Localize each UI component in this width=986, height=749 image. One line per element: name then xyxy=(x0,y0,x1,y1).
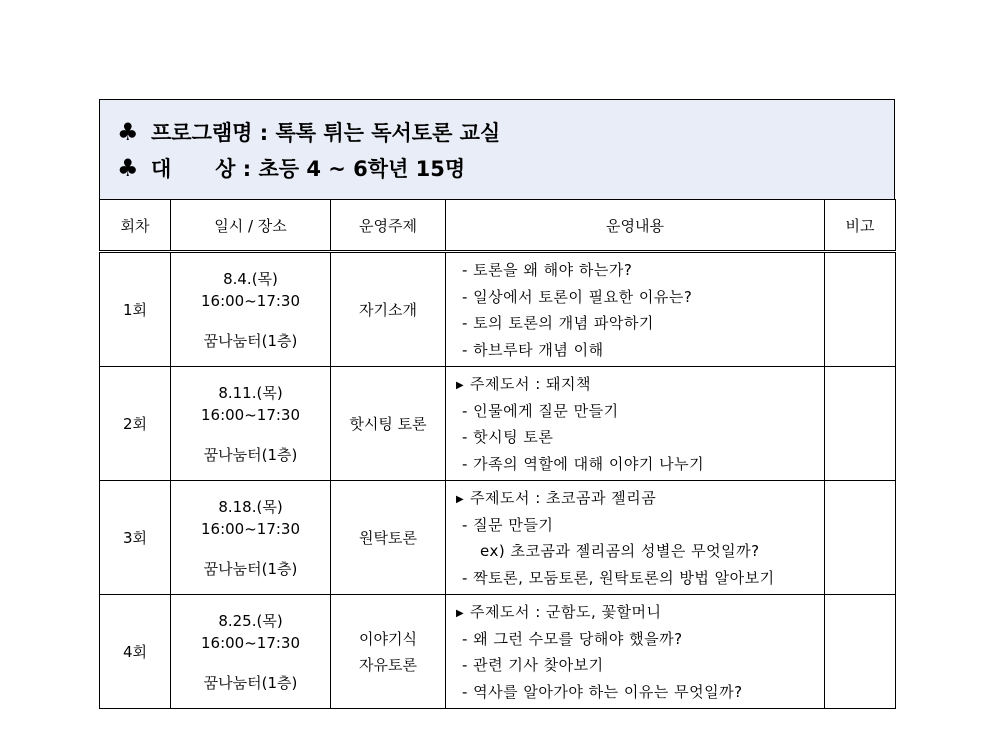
table-body xyxy=(100,252,896,709)
content-text: - 짝토론, 모둠토론, 원탁토론의 방법 알아보기 xyxy=(462,568,775,587)
content-text: - 하브루타 개념 이해 xyxy=(462,340,604,359)
note-cell xyxy=(825,367,896,481)
schedule-table xyxy=(99,199,896,709)
session-time: 16:00~17:30 xyxy=(200,405,301,424)
triangle-bullet-icon: ▶ xyxy=(456,494,465,505)
content-text: - 가족의 역할에 대해 이야기 나누기 xyxy=(462,454,705,473)
content-text: - 핫시팅 토론 xyxy=(462,428,554,446)
content-line xyxy=(456,398,824,425)
content-line xyxy=(456,451,824,478)
content-line xyxy=(456,424,824,451)
content-text: - 질문 만들기 xyxy=(462,515,554,534)
book-line xyxy=(456,485,824,512)
content-cell xyxy=(446,595,825,709)
club-icon: ♣ xyxy=(117,118,139,146)
table-header-row xyxy=(100,200,896,252)
round-cell: 3회 xyxy=(100,481,171,595)
content-text: 주제도서 : 군함도, 꽃할머니 xyxy=(470,603,662,621)
session-date: 8.11.(목) xyxy=(218,383,283,402)
datetime-cell xyxy=(171,481,331,595)
datetime-cell xyxy=(171,595,331,709)
content-text: - 인물에게 질문 만들기 xyxy=(462,401,619,420)
content-text: - 관련 기사 찾아보기 xyxy=(462,656,604,674)
session-time: 16:00~17:30 xyxy=(200,519,301,538)
topic-cell xyxy=(331,252,446,367)
topic-line: 자기소개 xyxy=(359,300,417,319)
round-cell: 2회 xyxy=(100,367,171,481)
program-header xyxy=(99,99,895,199)
club-icon: ♣ xyxy=(117,154,139,182)
session-place: 꿈나눔터(1층) xyxy=(203,445,298,464)
topic-line: 원탁토론 xyxy=(359,528,417,547)
table-row xyxy=(100,481,896,595)
topic-line: 핫시팅 토론 xyxy=(349,414,427,433)
triangle-bullet-icon: ▶ xyxy=(456,380,465,391)
topic-cell xyxy=(331,481,446,595)
session-date: 8.25.(목) xyxy=(218,611,283,630)
content-text: ex) 초코곰과 젤리곰의 성별은 무엇일까? xyxy=(480,542,760,560)
content-line xyxy=(456,626,824,653)
round-cell: 1회 xyxy=(100,252,171,367)
content-line xyxy=(456,512,824,539)
content-cell xyxy=(446,481,825,595)
content-text: - 일상에서 토론이 필요한 이유는? xyxy=(462,287,693,306)
column-header-note: 비고 xyxy=(825,200,896,252)
table-row xyxy=(100,367,896,481)
datetime-cell xyxy=(171,367,331,481)
triangle-bullet-icon: ▶ xyxy=(456,608,465,619)
content-line xyxy=(456,257,824,284)
session-place: 꿈나눔터(1층) xyxy=(203,673,298,692)
content-cell xyxy=(446,367,825,481)
session-date: 8.4.(목) xyxy=(223,269,278,288)
content-line xyxy=(456,565,824,592)
session-time: 16:00~17:30 xyxy=(200,633,301,652)
datetime-cell xyxy=(171,252,331,367)
note-cell xyxy=(825,252,896,367)
session-place: 꿈나눔터(1층) xyxy=(203,559,298,578)
target-line xyxy=(117,150,894,186)
content-text: 주제도서 : 돼지책 xyxy=(470,375,592,393)
column-header-content: 운영내용 xyxy=(446,200,825,252)
topic-line: 자유토론 xyxy=(359,655,417,674)
column-header-datetime: 일시 / 장소 xyxy=(171,200,331,252)
content-line xyxy=(456,284,824,311)
session-time: 16:00~17:30 xyxy=(200,291,301,310)
content-text: - 토론을 왜 해야 하는가? xyxy=(462,261,633,279)
content-text: 주제도서 : 초코곰과 젤리곰 xyxy=(470,489,657,507)
program-document xyxy=(99,99,895,709)
table-row xyxy=(100,595,896,709)
note-cell xyxy=(825,595,896,709)
topic-cell xyxy=(331,595,446,709)
program-name-text: 프로그램명 : 톡톡 튀는 독서토론 교실 xyxy=(151,121,501,145)
round-cell: 4회 xyxy=(100,595,171,709)
program-name-line xyxy=(117,114,894,150)
content-line xyxy=(456,652,824,679)
book-line xyxy=(456,371,824,398)
content-text: - 역사를 알아가야 하는 이유는 무엇일까? xyxy=(462,682,743,701)
content-line xyxy=(456,310,824,337)
book-line xyxy=(456,599,824,626)
content-line xyxy=(456,538,824,565)
column-header-round: 회차 xyxy=(100,200,171,252)
column-header-topic: 운영주제 xyxy=(331,200,446,252)
content-line xyxy=(456,337,824,364)
note-cell xyxy=(825,481,896,595)
content-text: - 왜 그런 수모를 당해야 했을까? xyxy=(462,629,683,648)
content-text: - 토의 토론의 개념 파악하기 xyxy=(462,314,654,332)
target-text: 대 상 : 초등 4 ~ 6학년 15명 xyxy=(151,157,466,181)
content-line xyxy=(456,679,824,706)
topic-cell xyxy=(331,367,446,481)
topic-line: 이야기식 xyxy=(359,629,417,648)
session-place: 꿈나눔터(1층) xyxy=(203,331,298,350)
session-date: 8.18.(목) xyxy=(218,497,283,516)
table-row xyxy=(100,252,896,367)
content-cell xyxy=(446,252,825,367)
